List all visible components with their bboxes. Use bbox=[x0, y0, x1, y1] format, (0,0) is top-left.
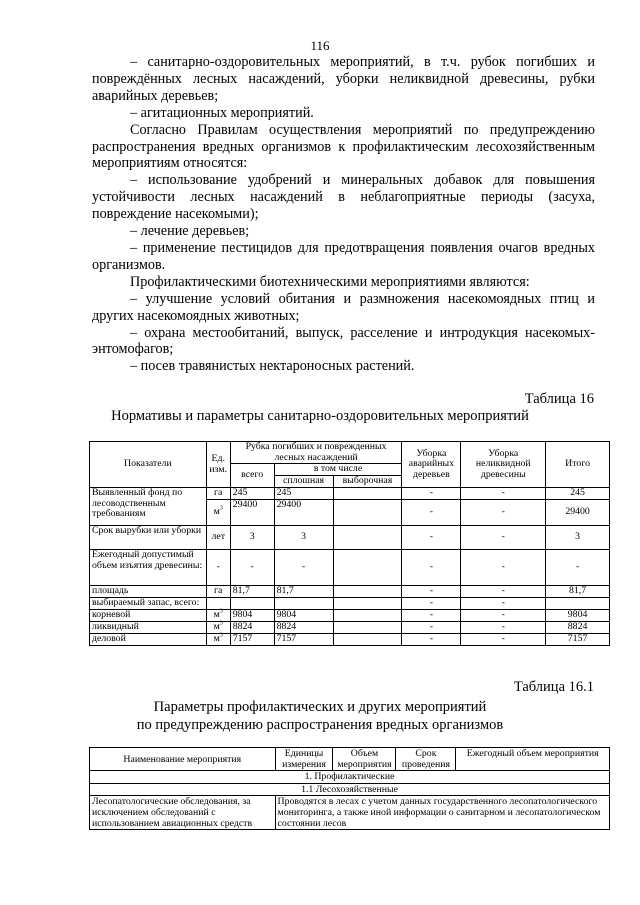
row-hazard: - bbox=[402, 622, 461, 634]
row-name: выбираемый запас, всего: bbox=[90, 598, 207, 610]
row-selective bbox=[333, 488, 402, 500]
table-row bbox=[90, 550, 610, 586]
paragraph: – улучшение условий обитания и размножения насекомоядных птиц и других насекомоядных животных; bbox=[92, 290, 595, 324]
table-row bbox=[90, 795, 610, 830]
paragraph: – лечение деревьев; bbox=[130, 223, 250, 240]
header-term: Срок проведения bbox=[396, 748, 456, 771]
row-selective bbox=[333, 500, 402, 526]
header-felling: Рубка погибших и поврежденных лесных насаждений bbox=[230, 442, 402, 464]
header-incl: в том числе bbox=[274, 464, 402, 476]
row-total bbox=[546, 598, 610, 610]
row-unit: $м^3$ bbox=[206, 500, 230, 526]
row-all: 3 bbox=[230, 526, 274, 550]
header-hazard: Уборка аварийных деревьев bbox=[402, 442, 461, 488]
row-illiquid: - bbox=[461, 586, 546, 598]
header-illiquid: Уборка неликвидной древесины bbox=[461, 442, 546, 488]
paragraph: – посев травянистых нектароносных растений. bbox=[130, 358, 415, 375]
table-row bbox=[90, 622, 610, 634]
paragraph: Согласно Правилам осуществления мероприятий по предупреждению распространения вредных организмов к профилактическим лесохозяйственным мероприятиям относятся: bbox=[92, 121, 595, 172]
paragraph: – использование удобрений и минеральных добавок для повышения устойчивости лесных насаждений в неблагоприятные периоды (засуха, повреждение насекомыми); bbox=[92, 172, 595, 223]
row-total: 9804 bbox=[546, 610, 610, 622]
row-total: 29400 bbox=[546, 500, 610, 526]
row-description: Проводятся в лесах с учетом данных государственного лесопатологического мониторинга, а также иной информации о санитарном и лесопатологическом состоянии лесов bbox=[275, 795, 609, 830]
row-clear bbox=[274, 598, 333, 610]
row-name: площадь bbox=[90, 586, 207, 598]
row-illiquid: - bbox=[461, 550, 546, 586]
row-name: корневой bbox=[90, 610, 207, 622]
row-clear: 8824 bbox=[274, 622, 333, 634]
row-hazard: - bbox=[402, 488, 461, 500]
header-indicator: Показатели bbox=[90, 442, 207, 488]
table-16-1-title-line1: Параметры профилактических и других мероприятий bbox=[153, 699, 487, 715]
row-total: 3 bbox=[546, 526, 610, 550]
row-clear: - bbox=[274, 550, 333, 586]
row-all: 81,7 bbox=[230, 586, 274, 598]
row-selective bbox=[333, 610, 402, 622]
row-selective bbox=[333, 550, 402, 586]
table-row bbox=[90, 610, 610, 622]
table-16 bbox=[89, 441, 610, 646]
row-hazard: - bbox=[402, 550, 461, 586]
table-row bbox=[90, 526, 610, 550]
row-name: Лесопатологические обследования, за исключением обследований с использованием авиационных средств bbox=[90, 795, 276, 830]
row-selective bbox=[333, 586, 402, 598]
table-row bbox=[90, 598, 610, 610]
table-16-label: Таблица 16 bbox=[524, 391, 594, 407]
row-hazard: - bbox=[402, 610, 461, 622]
table-16-1 bbox=[89, 747, 610, 830]
paragraph: Профилактическими биотехническими мероприятиями являются: bbox=[130, 273, 530, 290]
row-all: 9804 bbox=[230, 610, 274, 622]
row-name: деловой bbox=[90, 634, 207, 646]
row-clear: 3 bbox=[274, 526, 333, 550]
row-total: - bbox=[546, 550, 610, 586]
row-clear: 81,7 bbox=[274, 586, 333, 598]
row-clear: 9804 bbox=[274, 610, 333, 622]
row-illiquid: - bbox=[461, 622, 546, 634]
section-preventive: 1. Профилактические bbox=[90, 771, 610, 783]
page-number: 116 bbox=[310, 38, 330, 53]
row-name: Срок вырубки или уборки bbox=[90, 526, 207, 550]
row-hazard: - bbox=[402, 598, 461, 610]
paragraph: – охрана местообитаний, выпуск, расселение и интродукция насекомых-энтомофагов; bbox=[92, 324, 595, 358]
row-illiquid: - bbox=[461, 598, 546, 610]
row-unit: - bbox=[206, 550, 230, 586]
row-illiquid: - bbox=[461, 488, 546, 500]
header-annual: Ежегодный объем мероприятия bbox=[456, 748, 610, 771]
row-hazard: - bbox=[402, 500, 461, 526]
row-unit: $м^3$ bbox=[206, 634, 230, 646]
table-row bbox=[90, 634, 610, 646]
paragraph: – санитарно-оздоровительных мероприятий, в т.ч. рубок погибших и повреждённых лесных насаждений, уборки неликвидной древесины, рубки аварийных деревьев; bbox=[92, 54, 595, 104]
row-total: 7157 bbox=[546, 634, 610, 646]
header-total: Итого bbox=[546, 442, 610, 488]
row-hazard: - bbox=[402, 526, 461, 550]
row-unit: га bbox=[206, 488, 230, 500]
row-illiquid: - bbox=[461, 500, 546, 526]
row-unit: га bbox=[206, 586, 230, 598]
row-name: Ежегодный допустимый объем изъятия древесины: bbox=[90, 550, 207, 586]
table-row bbox=[90, 488, 610, 500]
header-all: всего bbox=[230, 464, 274, 488]
row-hazard: - bbox=[402, 586, 461, 598]
table-16-1-label: Таблица 16.1 bbox=[513, 679, 594, 695]
row-unit bbox=[206, 598, 230, 610]
row-illiquid: - bbox=[461, 526, 546, 550]
table-16-title: Нормативы и параметры санитарно-оздоровительных мероприятий bbox=[111, 408, 529, 424]
header-name: Наименование мероприятия bbox=[90, 748, 276, 771]
paragraph: – применение пестицидов для предотвращения появления очагов вредных организмов. bbox=[92, 239, 595, 273]
row-illiquid: - bbox=[461, 610, 546, 622]
row-all: - bbox=[230, 550, 274, 586]
row-illiquid: - bbox=[461, 634, 546, 646]
row-total: 8824 bbox=[546, 622, 610, 634]
table-16-1-title-line2: по предупреждению распространения вредных организмов bbox=[136, 717, 504, 733]
header-volume: Объем мероприятия bbox=[333, 748, 396, 771]
row-all: 29400 bbox=[230, 500, 274, 526]
row-unit: $м^3$ bbox=[206, 610, 230, 622]
paragraph: – агитационных мероприятий. bbox=[130, 104, 314, 121]
row-clear: 245 bbox=[274, 488, 333, 500]
section-forestry: 1.1 Лесохозяйственные bbox=[90, 783, 610, 795]
row-name: Выявленный фонд по лесоводственным требованиям bbox=[90, 488, 207, 526]
row-clear: 7157 bbox=[274, 634, 333, 646]
row-name: ликвидный bbox=[90, 622, 207, 634]
header-unit: Единицы измерения bbox=[275, 748, 333, 771]
row-all: 245 bbox=[230, 488, 274, 500]
row-unit: $м^3$ bbox=[206, 622, 230, 634]
row-all: 8824 bbox=[230, 622, 274, 634]
row-all bbox=[230, 598, 274, 610]
row-total: 245 bbox=[546, 488, 610, 500]
row-total: 81,7 bbox=[546, 586, 610, 598]
row-unit: лет bbox=[206, 526, 230, 550]
row-selective bbox=[333, 634, 402, 646]
header-selective: выборочная bbox=[333, 476, 402, 488]
header-clear: сплошная bbox=[274, 476, 333, 488]
row-selective bbox=[333, 622, 402, 634]
table-row bbox=[90, 586, 610, 598]
body-text bbox=[92, 54, 595, 375]
row-clear: 29400 bbox=[274, 500, 333, 526]
header-unit: Ед. изм. bbox=[206, 442, 230, 488]
row-all: 7157 bbox=[230, 634, 274, 646]
row-hazard: - bbox=[402, 634, 461, 646]
row-selective bbox=[333, 598, 402, 610]
row-selective bbox=[333, 526, 402, 550]
